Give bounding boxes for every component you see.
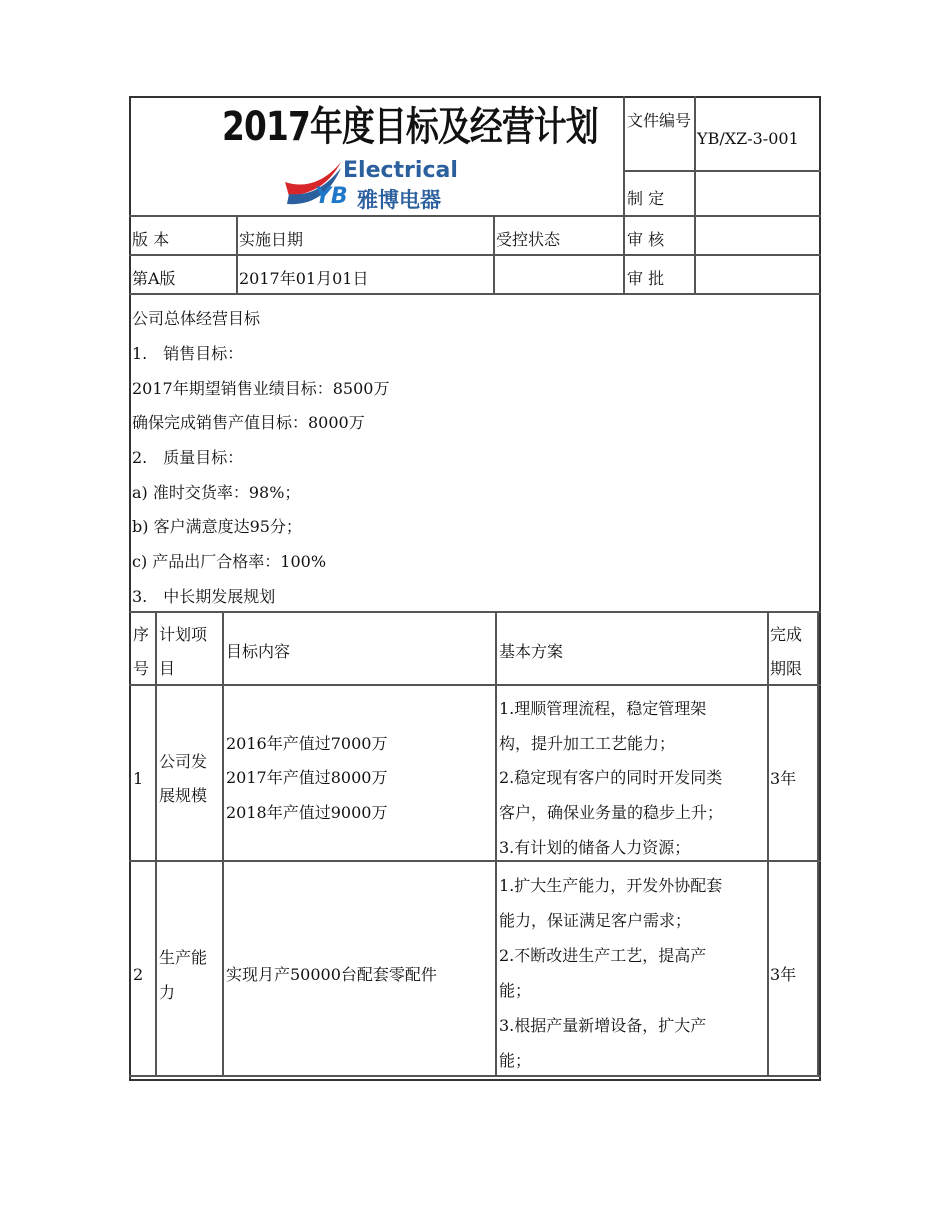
goal-line: 2017年期望销售业绩目标：8500万 — [132, 379, 390, 398]
review-label: 审 核 — [627, 230, 665, 249]
row-no: 1 — [133, 769, 144, 788]
header-divider — [129, 293, 821, 295]
goals-heading: 公司总体经营目标 — [132, 309, 261, 328]
row-scheme: 能； — [499, 1051, 532, 1070]
date-label: 实施日期 — [239, 230, 304, 249]
row-scheme: 3.有计划的储备人力资源； — [499, 838, 691, 857]
row-item: 生产能 — [159, 948, 208, 967]
header-divider — [236, 215, 238, 295]
status-label: 受控状态 — [496, 230, 561, 249]
logo-text-en: Electrical — [343, 158, 458, 183]
plan-header-item: 计划项 — [159, 625, 208, 644]
plan-table-border — [767, 611, 769, 1077]
document-title: 2017年度目标及经营计划 — [222, 104, 598, 150]
goal-line: c) 产品出厂合格率：100% — [132, 552, 327, 571]
plan-header-no: 号 — [133, 659, 150, 678]
approve-label: 审 批 — [627, 269, 665, 288]
made-label: 制 定 — [627, 189, 665, 208]
goal-line: 1. 销售目标： — [132, 344, 244, 363]
doc-no-value: YB/XZ-3-001 — [697, 129, 799, 148]
doc-no-label: 文件编号 — [627, 111, 692, 130]
header-divider — [129, 215, 821, 217]
plan-header-deadline: 完成 — [770, 625, 803, 644]
row-scheme: 2.稳定现有客户的同时开发同类 — [499, 768, 723, 787]
row-deadline: 3年 — [770, 965, 797, 984]
row-scheme: 2.不断改进生产工艺，提高产 — [499, 946, 707, 965]
row-scheme: 1.扩大生产能力，开发外协配套 — [499, 876, 723, 895]
plan-table-border — [129, 611, 821, 613]
plan-header-content: 目标内容 — [226, 642, 291, 661]
row-scheme: 客户，确保业务量的稳步上升； — [499, 803, 724, 822]
row-content: 实现月产50000台配套零配件 — [226, 965, 437, 984]
goal-line: b) 客户满意度达95分； — [132, 517, 302, 536]
row-item: 展规模 — [159, 786, 208, 805]
header-divider — [129, 254, 821, 256]
header-divider — [623, 215, 625, 295]
plan-table-border — [129, 860, 821, 862]
plan-table-border — [155, 611, 157, 1077]
version-value: 第A版 — [132, 269, 176, 288]
row-scheme: 能； — [499, 981, 532, 1000]
goal-line: a) 准时交货率：98%； — [132, 483, 301, 502]
plan-table-border — [129, 684, 821, 686]
row-scheme: 能力，保证满足客户需求； — [499, 911, 692, 930]
row-scheme: 构，提升加工工艺能力； — [499, 734, 676, 753]
header-divider — [493, 215, 495, 295]
row-content: 2016年产值过7000万 — [226, 734, 388, 753]
logo-text-cn: 雅博电器 — [357, 188, 441, 212]
plan-table-border — [495, 611, 497, 1077]
plan-table-border — [129, 1075, 821, 1077]
plan-table-border — [222, 611, 224, 1077]
version-label: 版 本 — [132, 230, 170, 249]
plan-header-item: 目 — [159, 659, 176, 678]
goal-line: 确保完成销售产值目标：8000万 — [132, 413, 365, 432]
plan-table-border — [817, 611, 819, 1077]
row-content: 2017年产值过8000万 — [226, 768, 388, 787]
row-deadline: 3年 — [770, 769, 797, 788]
goal-line: 2. 质量目标： — [132, 448, 244, 467]
company-logo — [283, 152, 468, 214]
row-content: 2018年产值过9000万 — [226, 803, 388, 822]
goal-line: 3. 中长期发展规划 — [132, 587, 276, 606]
plan-header-deadline: 期限 — [770, 659, 803, 678]
date-value: 2017年01月01日 — [239, 269, 369, 288]
row-scheme: 3.根据产量新增设备，扩大产 — [499, 1016, 707, 1035]
header-divider — [694, 96, 696, 295]
plan-header-scheme: 基本方案 — [499, 642, 564, 661]
row-no: 2 — [133, 965, 144, 984]
row-scheme: 1.理顺管理流程，稳定管理架 — [499, 699, 707, 718]
header-divider — [623, 96, 625, 216]
row-item: 力 — [159, 983, 176, 1002]
logo-text-abbr: YB — [315, 184, 348, 209]
row-item: 公司发 — [159, 752, 208, 771]
plan-header-no: 序 — [133, 625, 150, 644]
header-divider — [623, 170, 821, 172]
